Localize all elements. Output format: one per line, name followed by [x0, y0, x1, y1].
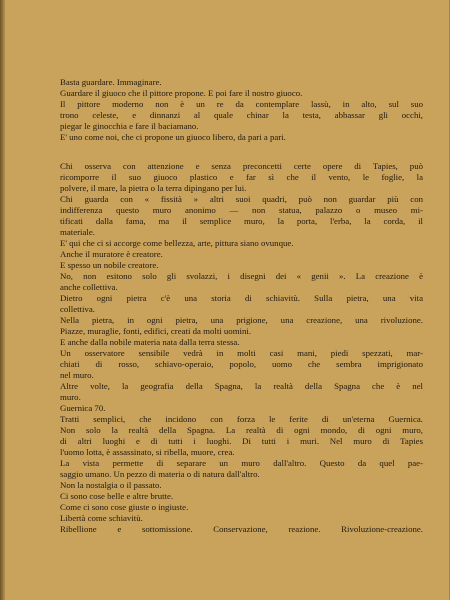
text-line: ricomporre il suo giuoco plastico e far sì che il vento, le foglie, la [60, 172, 423, 182]
text-line: E spesso un nobile creatore. [60, 260, 159, 270]
text-line: Piazze, muraglie, fonti, edifici, creati da molti uomini. [60, 326, 252, 336]
body-text [60, 77, 423, 535]
text-line: Anche il muratore è creatore. [60, 249, 163, 259]
text-line: Guardare il giuoco che il pittore propone. E poi fare il nostro giuoco. [60, 88, 303, 98]
text-line: trono celeste, e dinnanzi al quale chinar la testa, abbassar gli occhi, [60, 110, 423, 120]
text-line: materiale. [60, 227, 95, 237]
text-line: Non solo la realtà della Spagna. La realtà di ogni mondo, di ogni muro, [60, 425, 423, 435]
text-line: di altri luoghi e di tutti i luoghi. Di tutti i muri. Nel muro di Tapies [60, 436, 423, 446]
text-line: tificati dalla fama, ma il semplice muro, la porta, l'erba, la corda, il [60, 216, 423, 226]
text-line: Dietro ogni pietra c'è una storia di schiavitù. Sulla pietra, una vita [60, 293, 423, 303]
text-line: saggio umano. Un pezzo di materia o di natura dall'altro. [60, 469, 260, 479]
text-line: Libertà come schiavitù. [60, 513, 143, 523]
text-line: Nella pietra, in ogni pietra, una prigione, una creazione, una rivoluzione. [60, 315, 423, 325]
text-line: Tratti semplici, che incidono con forza le ferite di un'eterna Guernica. [60, 414, 423, 424]
text-line: chiati di rosso, schiavo-operaio, popolo, uomo che sembra imprigionato [60, 359, 423, 369]
text-line: Basta guardare. Immaginare. [60, 77, 162, 87]
text-block [60, 77, 423, 143]
text-line: Non la nostalgia o il passato. [60, 480, 162, 490]
text-line: nel muro. [60, 370, 94, 380]
text-line: E anche dalla nobile materia nata dalla terra stessa. [60, 337, 240, 347]
page-spine-shadow [0, 0, 5, 600]
text-line: E' qui che ci si accorge come bellezza, arte, pittura siano ovunque. [60, 238, 294, 248]
text-line: Un osservatore sensibile vedrà in molti casi mani, piedi spezzati, mar- [60, 348, 423, 358]
text-line: l'uomo lotta, è assassinato, si ribella, muore, crea. [60, 447, 235, 457]
text-line: E' uno come noi, che ci propone un giuoco libero, da pari a pari. [60, 132, 286, 142]
text-line: anche collettiva. [60, 282, 118, 292]
text-line: La vista permette di separare un muro dall'altro. Questo da quel pae- [60, 458, 423, 468]
text-line: Ci sono cose belle e altre brutte. [60, 491, 174, 501]
text-line: collettiva. [60, 304, 95, 314]
text-line: Altre volte, la geografia della Spagna, la realtà della Spagna che è nel [60, 381, 423, 391]
text-line: indifferenza questo muro anonimo — non statua, palazzo o museo mi- [60, 205, 423, 215]
paragraph-gap [60, 143, 423, 161]
text-line: No, non esitono solo gli svolazzi, i disegni dei « genii ». La creazione è [60, 271, 423, 281]
text-line: polvere, il mare, la pietra o la terra dipingano per lui. [60, 183, 247, 193]
text-line: Il pittore moderno non è un re da contemplare lassù, in alto, sul suo [60, 99, 423, 109]
text-line: piegar le ginocchia e fare il baciamano. [60, 121, 199, 131]
text-block [60, 161, 423, 535]
text-line: Chi guarda con « fissità » altri suoi quadri, può non guardar più con [60, 194, 423, 204]
text-line: muro. [60, 392, 81, 402]
text-line: Chi osserva con attenzione e senza preconcetti certe opere di Tapies, può [60, 161, 423, 171]
text-line: Guernica 70. [60, 403, 106, 413]
text-line: Ribellione e sottomissione. Conservazione, reazione. Rivoluzione-creazione. [60, 524, 423, 534]
text-line: Come ci sono cose giuste o ingiuste. [60, 502, 189, 512]
